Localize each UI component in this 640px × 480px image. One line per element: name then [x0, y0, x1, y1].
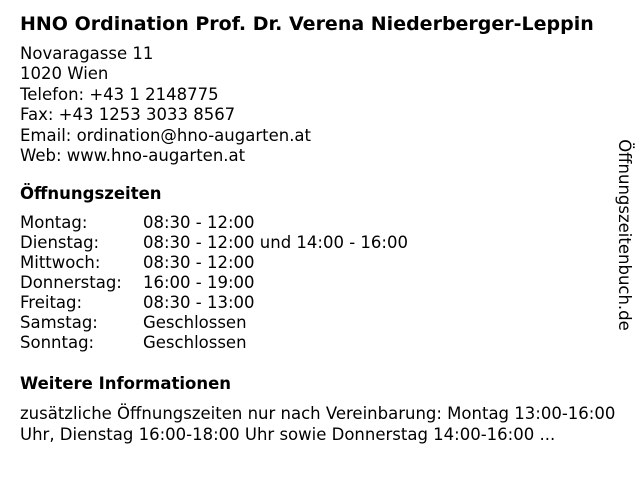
further-info-text: zusätzliche Öffnungszeiten nur nach Vereinbarung: Montag 13:00-16:00 Uhr, Dienstag 16:00-18:00 Uhr sowie Donnerstag 14:00-16:00 ...: [20, 404, 616, 444]
hours-day: Freitag:: [20, 293, 83, 312]
brand-text: Öffnungszeitenbuch.de: [615, 138, 634, 331]
hours-time: 08:30 - 13:00: [143, 293, 255, 312]
website-address: Web: www.hno-augarten.at: [20, 146, 246, 166]
hours-day: Dienstag:: [20, 233, 100, 252]
hours-time: 08:30 - 12:00: [143, 213, 255, 232]
hours-time: 08:30 - 12:00: [143, 253, 255, 272]
hours-row-sunday: [20, 333, 408, 353]
hours-day: Montag:: [20, 213, 88, 232]
hours-row-tuesday: [20, 233, 408, 253]
fax-number: Fax: +43 1253 3033 8567: [20, 105, 236, 125]
hours-time: 16:00 - 19:00: [143, 273, 255, 292]
hours-day: Donnerstag:: [20, 273, 122, 292]
hours-row-wednesday: [20, 253, 408, 273]
further-info-heading: Weitere Informationen: [20, 374, 232, 393]
hours-row-saturday: [20, 313, 408, 333]
hours-day: Samstag:: [20, 313, 98, 332]
hours-row-friday: [20, 293, 408, 313]
hours-row-monday: [20, 213, 408, 233]
opening-hours-heading: Öffnungszeiten: [20, 184, 162, 203]
brand-watermark: [611, 134, 637, 335]
email-address: Email: ordination@hno-augarten.at: [20, 125, 312, 145]
phone-number: Telefon: +43 1 2148775: [20, 84, 219, 104]
opening-hours-table: [20, 213, 408, 353]
hours-day: Sonntag:: [20, 333, 95, 352]
address-street: Novaragasse 11: [20, 44, 154, 63]
hours-time: Geschlossen: [143, 333, 247, 352]
page-title: HNO Ordination Prof. Dr. Verena Niederberger-Leppin: [20, 13, 594, 35]
hours-time: 08:30 - 12:00 und 14:00 - 16:00: [143, 233, 408, 252]
hours-row-thursday: [20, 273, 408, 293]
address-city: 1020 Wien: [20, 64, 109, 84]
hours-day: Mittwoch:: [20, 253, 101, 272]
hours-time: Geschlossen: [143, 313, 247, 332]
contact-block: [20, 44, 311, 166]
